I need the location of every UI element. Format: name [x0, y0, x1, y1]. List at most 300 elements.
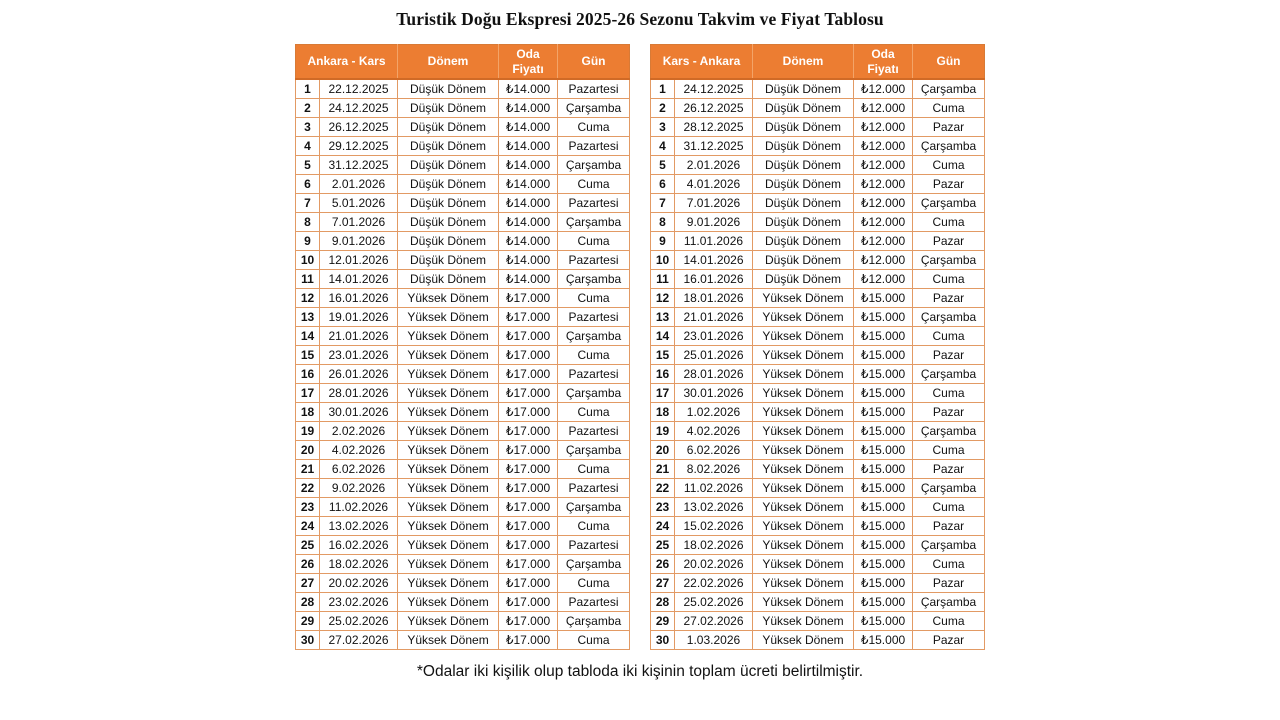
period-cell: Yüksek Dönem: [398, 460, 499, 479]
date-cell: 2.01.2026: [675, 156, 753, 175]
day-cell: Pazar: [913, 631, 985, 650]
period-cell: Yüksek Dönem: [398, 327, 499, 346]
period-cell: Düşük Dönem: [753, 79, 854, 99]
day-cell: Pazar: [913, 574, 985, 593]
day-cell: Çarşamba: [913, 365, 985, 384]
period-cell: Düşük Dönem: [398, 251, 499, 270]
price-cell: ₺15.000: [854, 574, 913, 593]
date-cell: 18.01.2026: [675, 289, 753, 308]
day-cell: Pazar: [913, 175, 985, 194]
period-cell: Yüksek Dönem: [753, 536, 854, 555]
ankara-kars-table: [295, 44, 630, 650]
period-cell: Yüksek Dönem: [753, 574, 854, 593]
period-cell: Düşük Dönem: [753, 213, 854, 232]
day-cell: Çarşamba: [558, 156, 630, 175]
period-cell: Düşük Dönem: [398, 213, 499, 232]
table-row: [651, 213, 985, 232]
price-cell: ₺15.000: [854, 631, 913, 650]
row-number: 18: [296, 403, 320, 422]
row-number: 4: [651, 137, 675, 156]
price-header-line1: Oda: [516, 46, 540, 61]
price-cell: ₺12.000: [854, 270, 913, 289]
table-row: [651, 498, 985, 517]
table-row: [651, 612, 985, 631]
date-cell: 28.01.2026: [320, 384, 398, 403]
period-cell: Yüksek Dönem: [753, 346, 854, 365]
row-number: 20: [296, 441, 320, 460]
day-cell: Pazar: [913, 289, 985, 308]
price-cell: ₺15.000: [854, 327, 913, 346]
period-cell: Düşük Dönem: [398, 270, 499, 289]
price-cell: ₺17.000: [499, 289, 558, 308]
row-number: 18: [651, 403, 675, 422]
row-number: 20: [651, 441, 675, 460]
table-row: [296, 517, 630, 536]
date-cell: 20.02.2026: [675, 555, 753, 574]
price-cell: ₺15.000: [854, 403, 913, 422]
price-cell: ₺15.000: [854, 536, 913, 555]
kars-ankara-table: [650, 44, 985, 650]
date-cell: 27.02.2026: [320, 631, 398, 650]
date-cell: 7.01.2026: [675, 194, 753, 213]
date-cell: 26.01.2026: [320, 365, 398, 384]
table-row: [651, 270, 985, 289]
row-number: 5: [296, 156, 320, 175]
date-cell: 20.02.2026: [320, 574, 398, 593]
table-row: [296, 327, 630, 346]
row-number: 1: [651, 79, 675, 99]
price-cell: ₺15.000: [854, 593, 913, 612]
period-cell: Düşük Dönem: [398, 232, 499, 251]
row-number: 8: [296, 213, 320, 232]
price-cell: ₺17.000: [499, 308, 558, 327]
row-number: 25: [651, 536, 675, 555]
price-cell: ₺17.000: [499, 422, 558, 441]
day-cell: Cuma: [558, 403, 630, 422]
price-cell: ₺12.000: [854, 99, 913, 118]
date-cell: 25.02.2026: [675, 593, 753, 612]
period-cell: Düşük Dönem: [398, 99, 499, 118]
date-cell: 30.01.2026: [320, 403, 398, 422]
period-cell: Düşük Dönem: [753, 251, 854, 270]
date-cell: 18.02.2026: [320, 555, 398, 574]
table-row: [651, 346, 985, 365]
table-row: [296, 593, 630, 612]
date-cell: 9.02.2026: [320, 479, 398, 498]
table-row: [651, 384, 985, 403]
period-cell: Yüksek Dönem: [753, 289, 854, 308]
period-cell: Yüksek Dönem: [398, 403, 499, 422]
price-cell: ₺17.000: [499, 536, 558, 555]
table-row: [296, 441, 630, 460]
price-cell: ₺17.000: [499, 384, 558, 403]
price-cell: ₺17.000: [499, 460, 558, 479]
table-header-row: [651, 45, 985, 80]
price-cell: ₺17.000: [499, 327, 558, 346]
table-body: [651, 79, 985, 650]
date-cell: 11.02.2026: [320, 498, 398, 517]
price-cell: ₺12.000: [854, 79, 913, 99]
table-row: [296, 422, 630, 441]
day-cell: Pazar: [913, 346, 985, 365]
period-cell: Yüksek Dönem: [398, 289, 499, 308]
price-cell: ₺17.000: [499, 403, 558, 422]
row-number: 10: [651, 251, 675, 270]
table-row: [296, 308, 630, 327]
row-number: 16: [651, 365, 675, 384]
row-number: 3: [296, 118, 320, 137]
period-cell: Düşük Dönem: [753, 118, 854, 137]
table-row: [296, 137, 630, 156]
day-cell: Çarşamba: [913, 194, 985, 213]
price-cell: ₺14.000: [499, 118, 558, 137]
row-number: 23: [651, 498, 675, 517]
date-cell: 5.01.2026: [320, 194, 398, 213]
price-cell: ₺14.000: [499, 270, 558, 289]
day-cell: Cuma: [913, 441, 985, 460]
date-cell: 14.01.2026: [675, 251, 753, 270]
row-number: 9: [296, 232, 320, 251]
date-cell: 21.01.2026: [675, 308, 753, 327]
date-cell: 1.02.2026: [675, 403, 753, 422]
price-cell: ₺15.000: [854, 308, 913, 327]
day-cell: Çarşamba: [558, 441, 630, 460]
period-cell: Yüksek Dönem: [398, 555, 499, 574]
table-row: [651, 232, 985, 251]
row-number: 12: [296, 289, 320, 308]
price-header-line1: Oda: [871, 46, 895, 61]
period-cell: Yüksek Dönem: [398, 384, 499, 403]
day-cell: Çarşamba: [913, 79, 985, 99]
row-number: 29: [296, 612, 320, 631]
day-cell: Çarşamba: [913, 308, 985, 327]
table-row: [651, 156, 985, 175]
price-cell: ₺15.000: [854, 384, 913, 403]
period-cell: Düşük Dönem: [753, 156, 854, 175]
row-number: 24: [296, 517, 320, 536]
row-number: 22: [296, 479, 320, 498]
date-cell: 11.01.2026: [675, 232, 753, 251]
day-cell: Cuma: [558, 517, 630, 536]
price-cell: ₺17.000: [499, 498, 558, 517]
row-number: 14: [651, 327, 675, 346]
row-number: 21: [651, 460, 675, 479]
period-cell: Düşük Dönem: [753, 175, 854, 194]
day-cell: Pazartesi: [558, 593, 630, 612]
table-row: [651, 137, 985, 156]
period-cell: Yüksek Dönem: [398, 536, 499, 555]
price-cell: ₺14.000: [499, 156, 558, 175]
price-cell: ₺15.000: [854, 460, 913, 479]
table-row: [651, 422, 985, 441]
date-cell: 19.01.2026: [320, 308, 398, 327]
period-cell: Yüksek Dönem: [398, 612, 499, 631]
row-number: 7: [296, 194, 320, 213]
price-cell: ₺17.000: [499, 441, 558, 460]
day-cell: Pazartesi: [558, 79, 630, 99]
table-row: [651, 118, 985, 137]
day-cell: Çarşamba: [558, 327, 630, 346]
period-cell: Düşük Dönem: [753, 99, 854, 118]
date-cell: 31.12.2025: [675, 137, 753, 156]
day-cell: Cuma: [913, 498, 985, 517]
price-cell: ₺15.000: [854, 555, 913, 574]
table-row: [296, 479, 630, 498]
date-cell: 4.01.2026: [675, 175, 753, 194]
price-header-line2: Fiyatı: [867, 61, 899, 76]
price-cell: ₺17.000: [499, 346, 558, 365]
period-cell: Yüksek Dönem: [753, 327, 854, 346]
row-number: 30: [296, 631, 320, 650]
row-number: 27: [651, 574, 675, 593]
table-row: [296, 403, 630, 422]
price-cell: ₺15.000: [854, 346, 913, 365]
price-cell: ₺12.000: [854, 137, 913, 156]
date-cell: 2.02.2026: [320, 422, 398, 441]
price-cell: ₺15.000: [854, 441, 913, 460]
row-number: 26: [296, 555, 320, 574]
row-number: 17: [651, 384, 675, 403]
row-number: 25: [296, 536, 320, 555]
row-number: 29: [651, 612, 675, 631]
table-row: [296, 156, 630, 175]
price-header: [854, 45, 913, 80]
page-title: Turistik Doğu Ekspresi 2025-26 Sezonu Takvim ve Fiyat Tablosu: [396, 9, 884, 29]
row-number: 6: [296, 175, 320, 194]
day-cell: Cuma: [558, 289, 630, 308]
price-cell: ₺12.000: [854, 232, 913, 251]
period-cell: Yüksek Dönem: [398, 574, 499, 593]
table-row: [651, 593, 985, 612]
date-cell: 6.02.2026: [320, 460, 398, 479]
price-cell: ₺17.000: [499, 479, 558, 498]
day-cell: Çarşamba: [913, 479, 985, 498]
period-cell: Yüksek Dönem: [753, 479, 854, 498]
route-header: Ankara - Kars: [296, 45, 398, 80]
table-row: [651, 289, 985, 308]
table-row: [651, 631, 985, 650]
date-cell: 26.12.2025: [675, 99, 753, 118]
table-row: [651, 403, 985, 422]
table-row: [296, 365, 630, 384]
table-row: [296, 251, 630, 270]
day-cell: Cuma: [558, 175, 630, 194]
day-cell: Cuma: [913, 555, 985, 574]
table-row: [651, 327, 985, 346]
price-cell: ₺17.000: [499, 593, 558, 612]
date-cell: 25.02.2026: [320, 612, 398, 631]
period-cell: Düşük Dönem: [398, 79, 499, 99]
date-cell: 2.01.2026: [320, 175, 398, 194]
row-number: 22: [651, 479, 675, 498]
day-cell: Cuma: [913, 612, 985, 631]
table-row: [651, 79, 985, 99]
row-number: 19: [296, 422, 320, 441]
table-row: [296, 232, 630, 251]
table-row: [296, 346, 630, 365]
table-row: [651, 460, 985, 479]
date-cell: 16.01.2026: [675, 270, 753, 289]
day-cell: Çarşamba: [913, 536, 985, 555]
table-row: [296, 536, 630, 555]
day-cell: Cuma: [558, 631, 630, 650]
day-cell: Pazartesi: [558, 422, 630, 441]
period-cell: Yüksek Dönem: [753, 593, 854, 612]
price-cell: ₺15.000: [854, 365, 913, 384]
route-header: Kars - Ankara: [651, 45, 753, 80]
day-header: Gün: [558, 45, 630, 80]
date-cell: 13.02.2026: [320, 517, 398, 536]
period-cell: Yüksek Dönem: [398, 365, 499, 384]
period-cell: Yüksek Dönem: [398, 593, 499, 612]
row-number: 7: [651, 194, 675, 213]
row-number: 8: [651, 213, 675, 232]
row-number: 16: [296, 365, 320, 384]
table-row: [651, 308, 985, 327]
day-cell: Çarşamba: [558, 99, 630, 118]
day-cell: Pazar: [913, 118, 985, 137]
table-row: [651, 536, 985, 555]
day-cell: Cuma: [913, 156, 985, 175]
row-number: 30: [651, 631, 675, 650]
period-cell: Düşük Dönem: [398, 156, 499, 175]
period-cell: Düşük Dönem: [398, 194, 499, 213]
day-cell: Cuma: [558, 574, 630, 593]
table-row: [651, 194, 985, 213]
row-number: 13: [651, 308, 675, 327]
date-cell: 31.12.2025: [320, 156, 398, 175]
price-cell: ₺14.000: [499, 251, 558, 270]
table-body: [296, 79, 630, 650]
day-cell: Çarşamba: [558, 384, 630, 403]
period-cell: Yüksek Dönem: [753, 555, 854, 574]
price-cell: ₺14.000: [499, 232, 558, 251]
table-row: [296, 498, 630, 517]
date-cell: 24.12.2025: [320, 99, 398, 118]
day-cell: Çarşamba: [913, 593, 985, 612]
table-row: [296, 270, 630, 289]
day-cell: Cuma: [913, 99, 985, 118]
table-row: [296, 194, 630, 213]
period-cell: Yüksek Dönem: [753, 441, 854, 460]
date-cell: 4.02.2026: [675, 422, 753, 441]
row-number: 11: [296, 270, 320, 289]
price-cell: ₺15.000: [854, 422, 913, 441]
price-cell: ₺14.000: [499, 213, 558, 232]
day-cell: Pazartesi: [558, 536, 630, 555]
price-cell: ₺14.000: [499, 194, 558, 213]
price-cell: ₺15.000: [854, 612, 913, 631]
row-number: 2: [296, 99, 320, 118]
row-number: 10: [296, 251, 320, 270]
date-cell: 4.02.2026: [320, 441, 398, 460]
date-cell: 8.02.2026: [675, 460, 753, 479]
date-cell: 12.01.2026: [320, 251, 398, 270]
day-cell: Cuma: [558, 346, 630, 365]
date-cell: 15.02.2026: [675, 517, 753, 536]
table-row: [296, 612, 630, 631]
price-cell: ₺15.000: [854, 289, 913, 308]
price-cell: ₺17.000: [499, 574, 558, 593]
period-cell: Yüksek Dönem: [398, 441, 499, 460]
table-row: [296, 289, 630, 308]
price-cell: ₺17.000: [499, 365, 558, 384]
day-cell: Çarşamba: [558, 213, 630, 232]
period-cell: Yüksek Dönem: [753, 460, 854, 479]
period-cell: Yüksek Dönem: [753, 612, 854, 631]
period-cell: Yüksek Dönem: [753, 365, 854, 384]
period-cell: Düşük Dönem: [398, 118, 499, 137]
table-row: [296, 99, 630, 118]
date-cell: 28.12.2025: [675, 118, 753, 137]
price-cell: ₺17.000: [499, 612, 558, 631]
period-cell: Yüksek Dönem: [398, 308, 499, 327]
period-cell: Yüksek Dönem: [398, 517, 499, 536]
period-cell: Yüksek Dönem: [398, 346, 499, 365]
footnote: *Odalar iki kişilik olup tabloda iki kişinin toplam ücreti belirtilmiştir.: [416, 663, 864, 680]
day-cell: Çarşamba: [913, 251, 985, 270]
day-cell: Pazar: [913, 517, 985, 536]
period-cell: Düşük Dönem: [753, 232, 854, 251]
date-cell: 22.12.2025: [320, 79, 398, 99]
date-cell: 9.01.2026: [675, 213, 753, 232]
price-cell: ₺17.000: [499, 555, 558, 574]
period-cell: Yüksek Dönem: [753, 308, 854, 327]
day-cell: Pazartesi: [558, 479, 630, 498]
period-cell: Yüksek Dönem: [753, 422, 854, 441]
date-cell: 23.02.2026: [320, 593, 398, 612]
day-cell: Cuma: [913, 270, 985, 289]
price-header-line2: Fiyatı: [512, 61, 544, 76]
row-number: 19: [651, 422, 675, 441]
price-cell: ₺12.000: [854, 118, 913, 137]
period-cell: Düşük Dönem: [753, 270, 854, 289]
row-number: 5: [651, 156, 675, 175]
price-cell: ₺12.000: [854, 213, 913, 232]
period-cell: Yüksek Dönem: [398, 631, 499, 650]
price-cell: ₺17.000: [499, 517, 558, 536]
period-header: Dönem: [753, 45, 854, 80]
period-cell: Yüksek Dönem: [753, 384, 854, 403]
price-cell: ₺12.000: [854, 175, 913, 194]
day-header: Gün: [913, 45, 985, 80]
price-cell: ₺15.000: [854, 479, 913, 498]
day-cell: Pazartesi: [558, 365, 630, 384]
table-row: [296, 384, 630, 403]
day-cell: Çarşamba: [913, 137, 985, 156]
day-cell: Pazartesi: [558, 251, 630, 270]
table-row: [651, 574, 985, 593]
table-row: [651, 441, 985, 460]
table-row: [651, 251, 985, 270]
day-cell: Çarşamba: [913, 422, 985, 441]
row-number: 26: [651, 555, 675, 574]
period-cell: Yüksek Dönem: [398, 422, 499, 441]
day-cell: Cuma: [913, 384, 985, 403]
day-cell: Çarşamba: [558, 270, 630, 289]
period-cell: Düşük Dönem: [753, 194, 854, 213]
row-number: 15: [296, 346, 320, 365]
period-cell: Yüksek Dönem: [753, 403, 854, 422]
period-cell: Yüksek Dönem: [398, 479, 499, 498]
row-number: 2: [651, 99, 675, 118]
table-row: [296, 574, 630, 593]
row-number: 28: [296, 593, 320, 612]
row-number: 11: [651, 270, 675, 289]
price-header: [499, 45, 558, 80]
date-cell: 26.12.2025: [320, 118, 398, 137]
row-number: 13: [296, 308, 320, 327]
